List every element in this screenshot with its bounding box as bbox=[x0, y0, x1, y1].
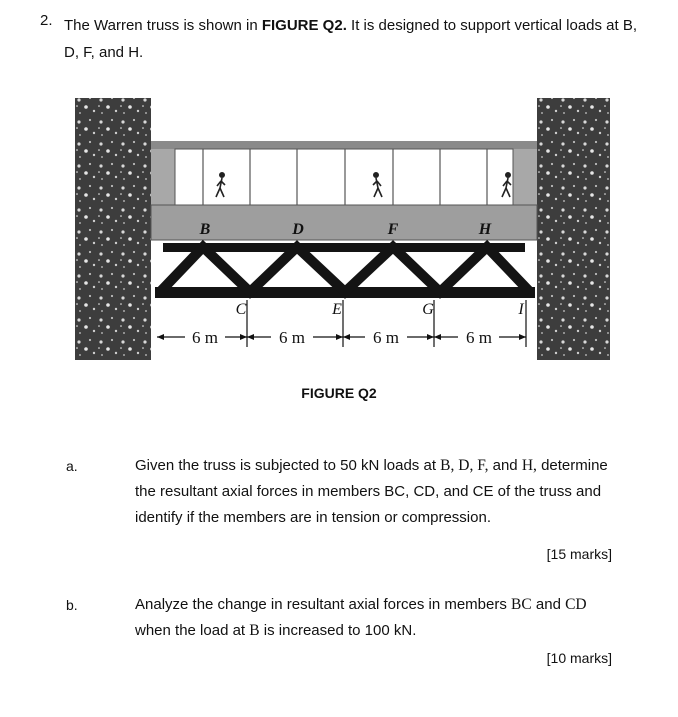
part-b-joint-b: B bbox=[249, 622, 260, 639]
walkway-right-end bbox=[513, 149, 537, 213]
part-a-text-2: and bbox=[488, 457, 522, 474]
part-a-label: a. bbox=[66, 458, 78, 474]
left-abutment bbox=[75, 98, 151, 360]
span-label: 6 m bbox=[192, 328, 218, 347]
figure-reference: FIGURE Q2. bbox=[261, 17, 347, 34]
question-intro-1: The Warren truss is shown in bbox=[64, 17, 262, 34]
part-b-text bbox=[135, 592, 625, 644]
span-label: 6 m bbox=[373, 328, 399, 347]
part-a-text-3: determine the resultant axial forces in members BC, CD, and CE of the truss and identify if the members are in tension or compression. bbox=[135, 457, 608, 526]
walkway-left-end bbox=[151, 149, 175, 213]
span-label: 6 m bbox=[466, 328, 492, 347]
right-abutment bbox=[537, 98, 610, 360]
part-b-text-3: when the load at bbox=[135, 622, 250, 639]
walkway-roof bbox=[151, 141, 537, 149]
joint-label-bottom: G bbox=[422, 301, 434, 318]
part-b-text-4: is increased to 100 kN. bbox=[259, 622, 417, 639]
walkway-interior bbox=[175, 149, 513, 205]
figure-caption: FIGURE Q2 bbox=[301, 385, 377, 401]
part-a-marks: [15 marks] bbox=[546, 546, 612, 562]
part-a-text-1: Given the truss is subjected to 50 kN loads at bbox=[135, 457, 441, 474]
joint-label-top: H bbox=[478, 221, 492, 238]
part-b-text-2: and bbox=[531, 596, 566, 613]
joint-label-top: D bbox=[292, 221, 304, 238]
part-b-member-cd: CD bbox=[565, 596, 587, 613]
part-b-member-bc: BC bbox=[511, 596, 532, 613]
joint-label-bottom: I bbox=[518, 301, 524, 318]
part-b-marks: [10 marks] bbox=[546, 650, 612, 666]
part-a-joints: B, D, F, bbox=[440, 457, 489, 474]
question-number: 2. bbox=[40, 12, 53, 29]
part-a-text bbox=[135, 453, 625, 531]
warren-truss-figure bbox=[75, 95, 610, 365]
joint-label-top: F bbox=[387, 221, 399, 238]
question-intro-2: It is designed to support vertical loads at B, D, F, and H. bbox=[64, 17, 638, 61]
part-b-label: b. bbox=[66, 597, 78, 613]
span-label: 6 m bbox=[279, 328, 305, 347]
part-b-text-1: Analyze the change in resultant axial forces in members bbox=[135, 596, 512, 613]
part-a-joint-h: H, bbox=[521, 457, 537, 474]
joint-label-top: B bbox=[199, 221, 211, 238]
question-text bbox=[64, 12, 654, 66]
truss-structure bbox=[155, 243, 535, 298]
joint-label-bottom: E bbox=[332, 301, 342, 318]
joint-label-bottom: C bbox=[235, 301, 247, 318]
